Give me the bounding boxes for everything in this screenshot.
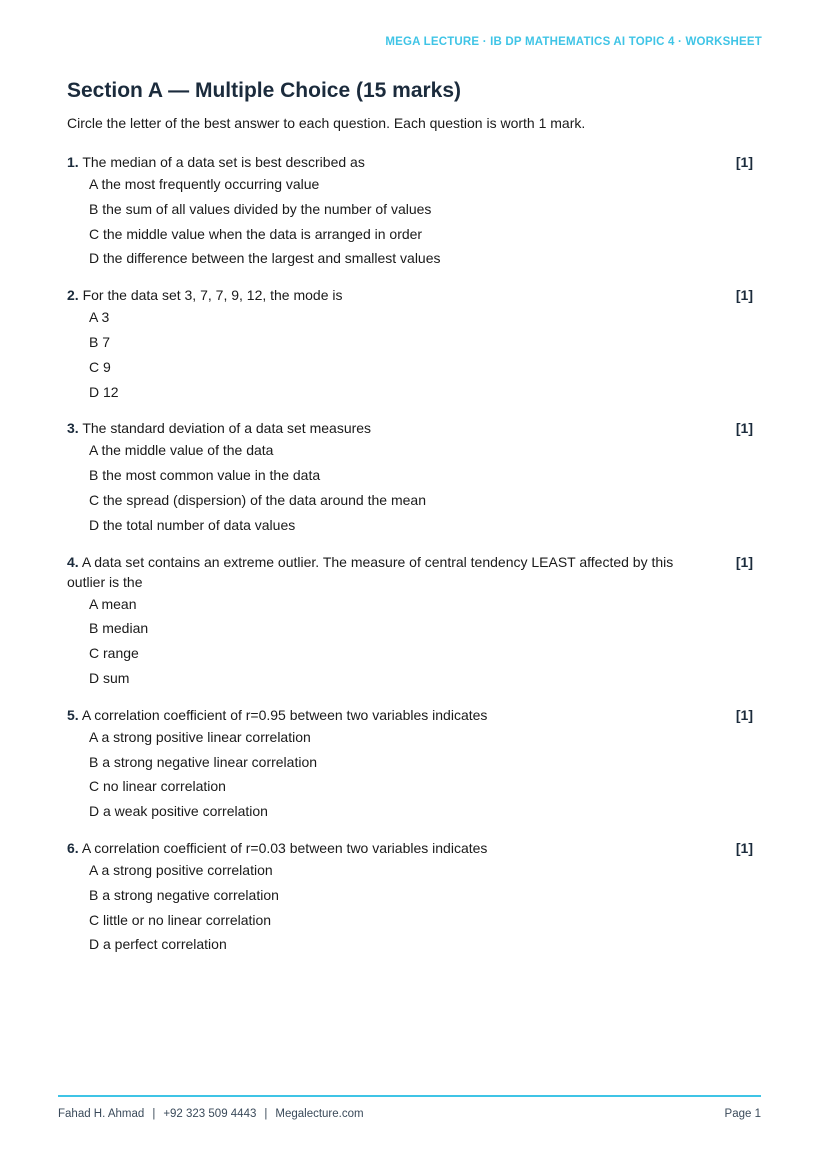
question-number: 6. bbox=[67, 839, 79, 856]
answer-option-b[interactable]: B the sum of all values divided by the number of values bbox=[89, 200, 432, 217]
answer-option-b[interactable]: B a strong negative correlation bbox=[89, 886, 279, 903]
question-marks: [1] bbox=[735, 287, 753, 304]
question-6 bbox=[67, 838, 757, 957]
answer-option-a[interactable]: A a strong positive correlation bbox=[89, 861, 273, 878]
answer-option-b[interactable]: B a strong negative linear correlation bbox=[89, 753, 318, 770]
answer-option-c[interactable]: C the middle value when the data is arranged in order bbox=[89, 225, 423, 242]
question-marks: [1] bbox=[735, 420, 753, 437]
question-1 bbox=[67, 152, 757, 271]
question-stem bbox=[67, 705, 677, 725]
answer-option-d[interactable]: D sum bbox=[89, 669, 130, 686]
question-2 bbox=[67, 285, 757, 404]
answer-option-b[interactable]: B 7 bbox=[89, 333, 111, 350]
answer-option-a[interactable]: A mean bbox=[89, 595, 137, 612]
question-text: The standard deviation of a data set measures bbox=[82, 420, 372, 437]
page-header: MEGA LECTURE · IB DP MATHEMATICS AI TOPIC 4 · WORKSHEET bbox=[385, 36, 762, 48]
footer-contact bbox=[58, 1108, 364, 1120]
question-stem bbox=[67, 418, 677, 438]
answer-option-a[interactable]: A the most frequently occurring value bbox=[89, 176, 320, 192]
answer-option-a[interactable]: A 3 bbox=[89, 309, 110, 326]
question-marks: [1] bbox=[735, 553, 753, 570]
answer-option-c[interactable]: C little or no linear correlation bbox=[89, 911, 272, 928]
question-5 bbox=[67, 705, 757, 824]
question-text: The median of a data set is best described as bbox=[82, 154, 365, 170]
question-marks: [1] bbox=[735, 154, 753, 170]
question-number: 5. bbox=[67, 706, 79, 723]
question-stem bbox=[67, 152, 677, 172]
question-text: A correlation coefficient of r=0.03 between two variables indicates bbox=[81, 839, 488, 856]
answer-option-d[interactable]: D a perfect correlation bbox=[89, 936, 227, 953]
footer-phone: +92 323 509 4443 bbox=[163, 1108, 257, 1120]
answer-option-b[interactable]: B the most common value in the data bbox=[89, 467, 321, 484]
question-marks: [1] bbox=[735, 706, 753, 723]
footer-divider bbox=[58, 1095, 761, 1097]
footer-separator: | bbox=[264, 1108, 268, 1120]
footer-website: Megalecture.com bbox=[275, 1108, 364, 1120]
question-number: 2. bbox=[67, 287, 79, 304]
question-text: For the data set 3, 7, 7, 9, 12, the mode is bbox=[82, 287, 343, 304]
question-text: A correlation coefficient of r=0.95 between two variables indicates bbox=[81, 706, 488, 723]
answer-option-d[interactable]: D a weak positive correlation bbox=[89, 803, 268, 820]
answer-option-b[interactable]: B median bbox=[89, 620, 149, 637]
answer-option-c[interactable]: C no linear correlation bbox=[89, 778, 226, 795]
section-title: Section A — Multiple Choice (15 marks) bbox=[67, 79, 462, 102]
footer-separator: | bbox=[152, 1108, 156, 1120]
question-text: A data set contains an extreme outlier. The measure of central tendency LEAST affected by this outlier is the bbox=[67, 553, 674, 590]
question-marks: [1] bbox=[735, 839, 753, 856]
answer-option-c[interactable]: C range bbox=[89, 645, 139, 662]
answer-option-a[interactable]: A the middle value of the data bbox=[89, 442, 274, 459]
question-stem bbox=[67, 285, 677, 305]
answer-option-d[interactable]: D the total number of data values bbox=[89, 516, 296, 533]
question-stem bbox=[67, 838, 677, 858]
question-number: 3. bbox=[67, 420, 79, 437]
question-list bbox=[67, 152, 757, 971]
footer-author: Fahad H. Ahmad bbox=[58, 1108, 145, 1120]
question-4 bbox=[67, 552, 757, 691]
question-number: 1. bbox=[67, 154, 79, 170]
question-stem bbox=[67, 552, 677, 592]
answer-option-a[interactable]: A a strong positive linear correlation bbox=[89, 728, 311, 745]
section-instructions: Circle the letter of the best answer to each question. Each question is worth 1 mark. bbox=[67, 115, 586, 131]
question-3 bbox=[67, 418, 757, 537]
answer-option-d[interactable]: D 12 bbox=[89, 383, 119, 400]
answer-option-c[interactable]: C 9 bbox=[89, 358, 111, 375]
page-number: Page 1 bbox=[724, 1108, 761, 1120]
question-number: 4. bbox=[67, 553, 79, 570]
answer-option-d[interactable]: D the difference between the largest and smallest values bbox=[89, 250, 441, 267]
answer-option-c[interactable]: C the spread (dispersion) of the data around the mean bbox=[89, 491, 426, 508]
